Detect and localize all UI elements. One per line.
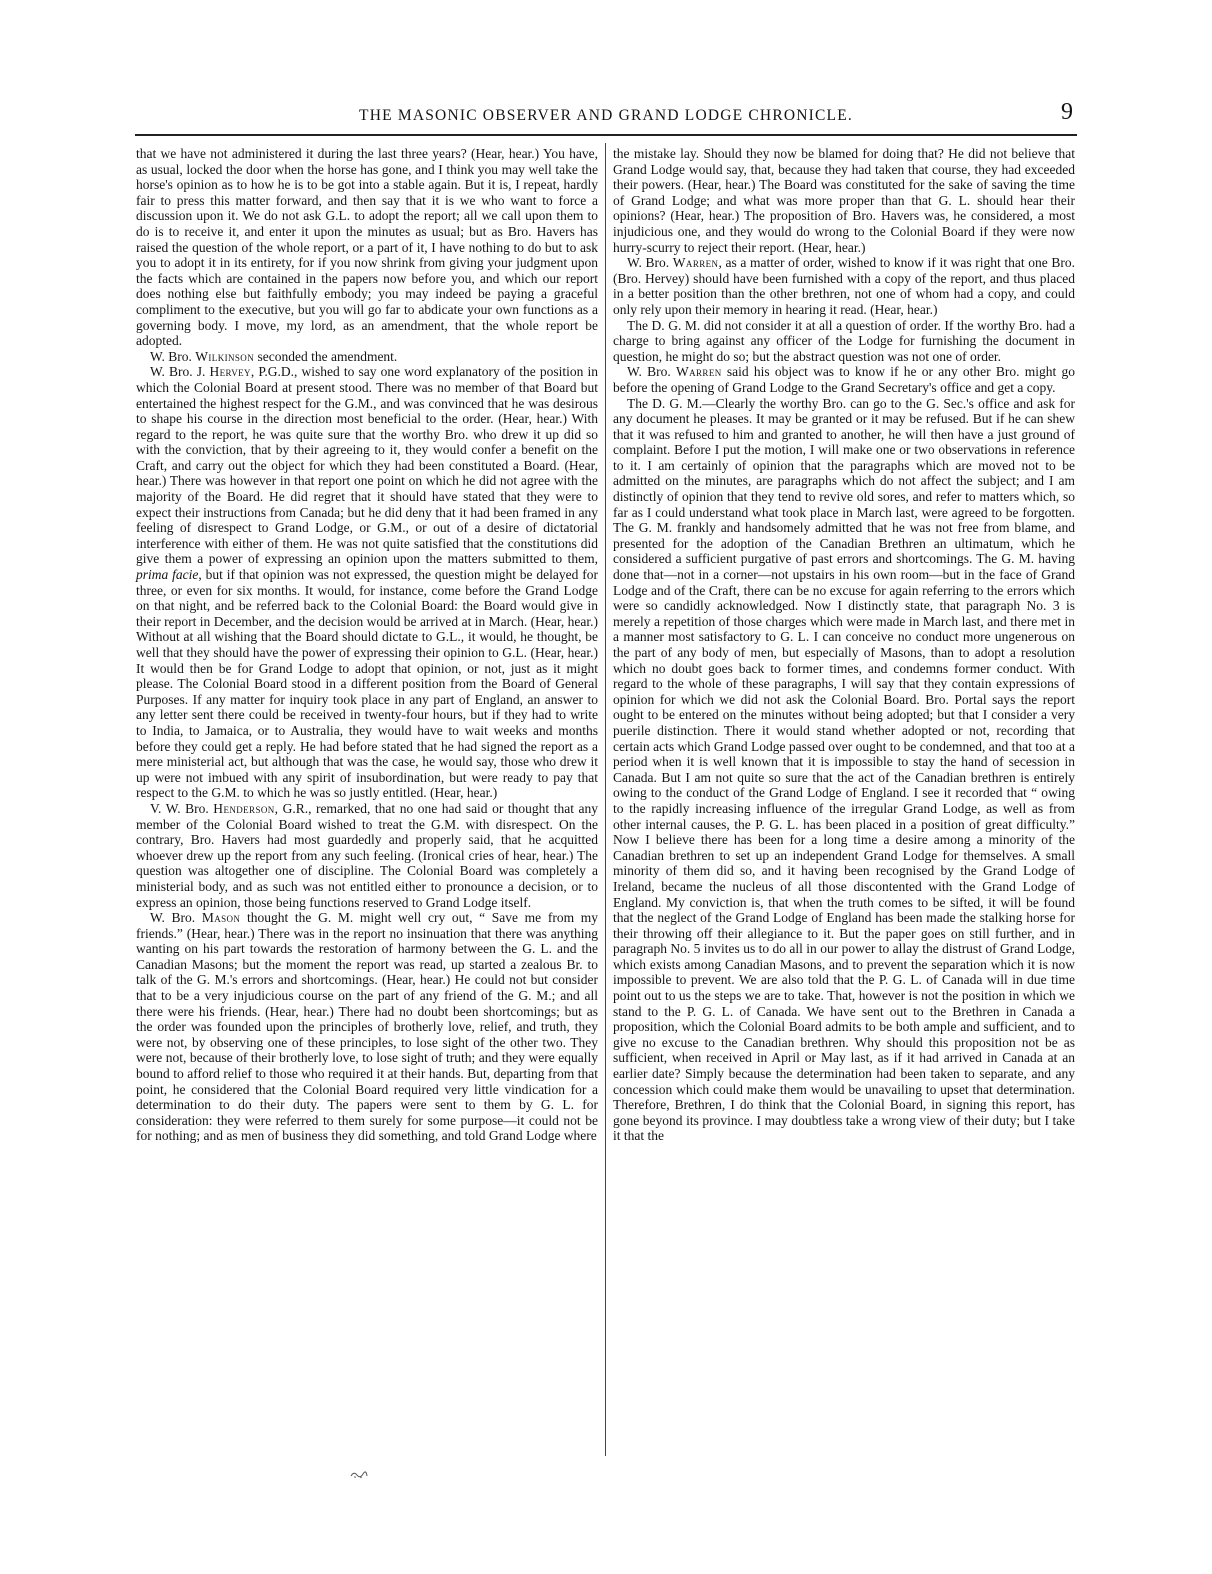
column-divider bbox=[605, 143, 606, 1456]
paragraph: the mistake lay. Should they now be blamed for doing that? He did not believe that Grand Lodge would say, that, because they had taken that course, they had exceeded their powers. (Hear, hear.) The Board was constituted for the sake of saving the time of Grand Lodge; and what was more proper than that G. L. should hear their opinions? (Hear, hear.) The proposition of Bro. Havers was, he considered, a most injudicious one, and they would do wrong to the Colonial Board if they were now hurry-scurry to reject their report. (Hear, hear.) bbox=[613, 146, 1075, 255]
paragraph-text: , as a matter of order, wished to know if it was right that one Bro. (Bro. Hervey) should have been furnished with a copy of the report, and thus placed in a better position than the other brethren, not one of whom had a copy, and could only rely upon their memory in hearing it read. (Hear, hear.) bbox=[613, 255, 1075, 317]
speaker-name: Warren bbox=[675, 364, 722, 380]
paragraph bbox=[613, 255, 1075, 317]
printers-mark-icon bbox=[350, 1470, 368, 1479]
paragraph: that we have not administered it during the last three years? (Hear, hear.) You have, as usual, locked the door when the horse has gone, and I think you may well take the horse's opinion as to how he is to be got into a stable again. But it is, I repeat, hardly fair to press this matter forward, and then say that it is we who want to force a discussion upon it. We do not ask G.L. to adopt the report; all we call upon them to do is to receive it, and enter it upon the minutes as usual; but as Bro. Havers has raised the question of the whole report, or a part of it, I have nothing to do but to ask you to adopt it in its entirety, for if you now shrink from giving your judgment upon the facts which are contained in the papers now before you, and which our report does nothing else but faithfully embody; you may indeed be paying a graceful compliment to the executive, but you will go far to abdicate your own functions as a governing body. I move, my lord, as an amendment, that the whole report be adopted. bbox=[136, 146, 598, 349]
speaker-prefix: W. Bro. J. bbox=[150, 364, 210, 380]
header-rule bbox=[135, 134, 1077, 136]
italic-phrase: prima facie bbox=[136, 567, 199, 583]
speaker-name: Wilkinson bbox=[195, 348, 255, 364]
speaker-name: Warren bbox=[672, 255, 719, 271]
right-column bbox=[613, 146, 1075, 1144]
speaker-prefix: W. Bro. bbox=[150, 910, 202, 926]
speaker-prefix: V. W. Bro. bbox=[150, 800, 214, 816]
paragraph: The D. G. M.—Clearly the worthy Bro. can go to the G. Sec.'s office and ask for any document he pleases. It may be granted or it may be refused. But if he can shew that it was refused to him and granted to another, he will then have a just ground of complaint. Before I put the motion, I will make one or two observations in reference to it. I am certainly of opinion that the paragraphs which are moved not to be admitted on the minutes, are paragraphs which do not affect the subject; and I am distinctly of opinion that they tend to revive old sores, and refer to matters which, so far as I could understand what took place in March last, were agreed to be forgotten. The G. M. frankly and handsomely admitted that he was not free from blame, and presented for the adoption of the Canadian Brethren an ultimatum, which he considered a sufficient purgative of past errors and shortcomings. The G. M. having done that—not in a corner—not upstairs in his own room—but in the face of Grand Lodge and of the Craft, there can be no excuse for again referring to the errors which were so candidly acknowledged. Now I distinctly state, that paragraph No. 3 is merely a repetition of those charges which were made in March last, and there met in a manner most satisfactory to G. L. I can conceive no conduct more ungenerous on the part of any body of men, but especially of Masons, than to adopt a resolution which no doubt goes back to former times, and condemns former conduct. With regard to the whole of these paragraphs, I will say that they contain expressions of opinion for which we did not ask the Colonial Board. Bro. Portal says the report ought to be entered on the minutes without being adopted; but that I consider a very puerile distinction. There it would stand whether adopted or not, recording that certain acts which Grand Lodge passed over ought to be condemned, and that too at a period when it is well known that it is impossible to stay the hand of secession in Canada. But I am not quite so sure that the act of the Canadian brethren is entirely owing to the conduct of the Grand Lodge of England. I see it recorded that “ owing to the rapidly increasing influence of the irregular Grand Lodge, as well as from other internal causes, the P. G. L. has been placed in a position of great difficulty.” Now I believe there has been for a long time a desire among a minority of the Canadian brethren to set up an independent Grand Lodge for themselves. A small minority of them did so, and it having been recognised by the Grand Lodge of Ireland, became the nucleus of all those discontented with the Grand Lodge of England. My conviction is, that when the truth comes to be sifted, it will be found that the neglect of the Grand Lodge of England has been made the stalking horse for their throwing off their allegiance to it. But the paper goes on still further, and in paragraph No. 5 invites us to do all in our power to allay the distrust of Grand Lodge, which exists among Canadian Masons, and to prevent the separation which it is now impossible to prevent. We are also told that the P. G. L. of Canada will in due time point out to us the steps we are to take. That, however is not the position in which we stand to the P. G. L. of Canada. We have sent out to the Brethren in Canada a proposition, which the Colonial Board admits to be both ample and sufficient, and to give no excuse to the Canadian brethren. Why should this proposition not be as sufficient, when received in April or May last, as if it had arrived in Canada at an earlier date? Simply because the determination had been taken to separate, and any concession which could make them would be unavailing to upset that determination. Therefore, Brethren, I do think that the Colonial Board, in signing this report, has gone beyond its province. I may doubtless take a wrong view of their duty; but I take it that the bbox=[613, 395, 1075, 1144]
page-number: 9 bbox=[1061, 99, 1073, 125]
left-column bbox=[136, 146, 598, 1144]
speaker-prefix: W. Bro. bbox=[627, 364, 676, 380]
speaker-name: Henderson bbox=[213, 800, 275, 816]
speaker-name: Mason bbox=[201, 910, 241, 926]
paragraph: The D. G. M. did not consider it at all a question of order. If the worthy Bro. had a charge to bring against any officer of the Lodge for furnishing the document in question, he might do so; but the abstract question was not one of order. bbox=[613, 317, 1075, 364]
paragraph-text: seconded the amendment. bbox=[254, 348, 398, 364]
page-header bbox=[135, 99, 1077, 133]
paragraph bbox=[136, 910, 598, 1144]
paragraph-text: said his object was to know if he or any other Bro. might go before the opening of Grand Lodge to the Grand Secretary's office and get a copy. bbox=[613, 364, 1075, 395]
paragraph-text: , P.G.D., wished to say one word explanatory of the position in which the Colonial Board at present stood. There was no member of that Board but entertained the highest respect for the G.M., and was convinced that he was desirous to shape his course in the direction most beneficial to the order. (Hear, hear.) With regard to the report, he was quite sure that the worthy Bro. who drew it up did so with the conviction, that by their agreeing to it, they would confer a benefit on the Craft, and carry out the object for which they had been constituted a Board. (Hear, hear.) There was however in that report one point on which he did not agree with the majority of the Board. He did regret that it should have stated that they were to expect their instructions from Canada; but he did deny that it had been framed in any feeling of disrespect to Grand Lodge, or G.M., or out of a desire of dictatorial interference with either of them. He was not quite satisfied that the constitutions did give them a power of expressing an opinion upon the matters submitted to them, bbox=[136, 364, 598, 567]
speaker-prefix: W. Bro. bbox=[627, 255, 673, 271]
speaker-prefix: W. Bro. bbox=[150, 348, 196, 364]
paragraph bbox=[136, 364, 598, 801]
paragraph bbox=[136, 349, 598, 365]
speaker-name: Hervey bbox=[209, 364, 251, 380]
paragraph-text: , but if that opinion was not expressed, the question might be delayed for three, or even for six months. It would, for instance, come before the Grand Lodge on that night, and be referred back to the Colonial Board: the Board would give in their report in December, and the decision would be arrived at in March. (Hear, hear.) Without at all wishing that the Board should dictate to G.L., it would, he thought, be well that they should have the power of expressing their opinion to G.L. (Hear, hear.) It would then be for Grand Lodge to adopt that opinion, or not, just as it might please. The Colonial Board stood in a different position from the Board of General Purposes. If any matter for inquiry took place in any part of England, an answer to any letter sent there could be received in twenty-four hours, but if they had to write to India, to Jamaica, or to Australia, they would have to wait weeks and months before they could get a reply. He had before stated that he had signed the report as a mere ministerial act, but although that was the case, he would say, those who drew it up were not imbued with any spirit of insubordination, but were ready to pay that respect to the G.M. to which he was so justly entitled. (Hear, hear.) bbox=[136, 567, 598, 801]
paragraph bbox=[613, 364, 1075, 395]
paragraph bbox=[136, 801, 598, 910]
paragraph-text: thought the G. M. might well cry out, “ Save me from my friends.” (Hear, hear.) There was in the report no insinuation that there was anything wanting on his part towards the restoration of harmony between the G. L. and the Canadian Masons; but the moment the report was read, up started a zealous Br. to talk of the G. M.'s errors and shortcomings. (Hear, hear.) He could not but consider that to be a very injudicious course on the part of any friend of the G. M.; and all there were his friends. (Hear, hear.) There had no doubt been shortcomings; but as the order was founded upon the principles of brotherly love, relief, and truth, they were not, by observing one of these principles, to lose sight of the other two. They were not, because of their brotherly love, to lose sight of truth; and they were equally bound to afford relief to those who required it at their hands. But, departing from that point, he considered that the Colonial Board required very little vindication for a determination to do their duty. The papers were sent to them by G. L. for consideration: they were referred to them surely for some purpose—it could not be for nothing; and as men of business they did something, and told Grand Lodge where bbox=[136, 910, 598, 1144]
paragraph-text: , G.R., remarked, that no one had said or thought that any member of the Colonial Board wished to treat the G.M. with disrespect. On the contrary, Bro. Havers had most guardedly and properly said, that he acquitted whoever drew up the report from any such feeling. (Ironical cries of hear, hear.) The question was altogether one of discipline. The Colonial Board was completely a ministerial body, and as such was not entitled either to pronounce a decision, or to express an opinion, those being functions reserved to Grand Lodge itself. bbox=[136, 800, 598, 910]
running-title: THE MASONIC OBSERVER AND GRAND LODGE CHRONICLE. bbox=[359, 107, 853, 124]
